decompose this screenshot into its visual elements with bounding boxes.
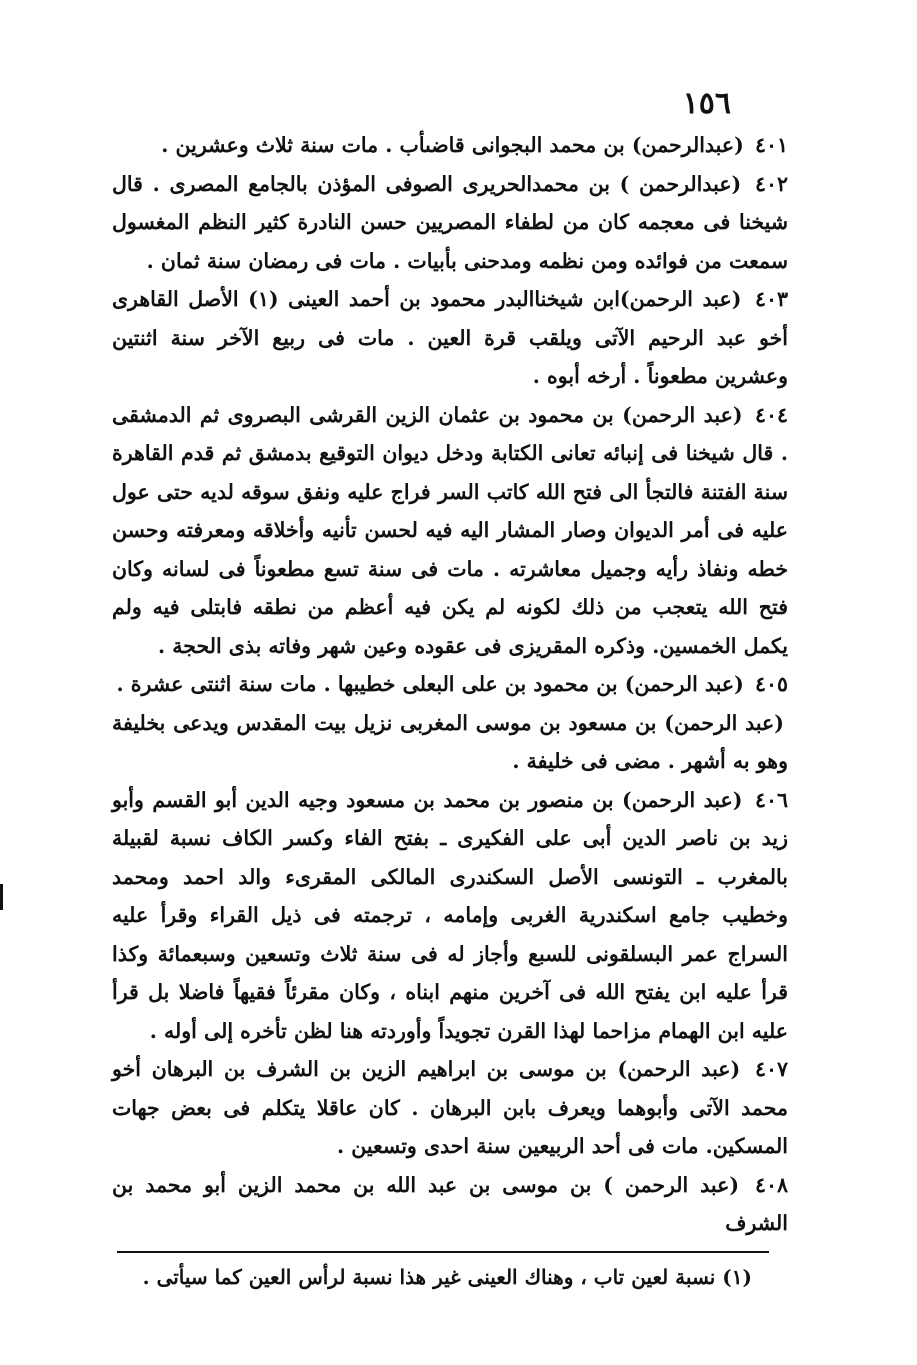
- entry-text: (عبد الرحمن) بن منصور بن محمد بن مسعود وجيه الدين أبو القسم وأبو زيد بن ناصر الدين أبى على الفكيرى ـ بفتح الفاء وكسر الكاف نسبة لقبيلة بالمغرب ـ التونسى الأصل السكندرى المالكى المقرىء والد احمد ومحمد وخطيب جامع اسكندرية الغربى وإمامه ، ترجمته فى ذيل القراء وقرأ عليه السراج عمر البسلقونى للسبع وأجاز له فى سنة ثلاث وتسعين وسبعمائة وكذا قرأ عليه ابن يفتح الله فى آخرين منهم ابناه ، وكان مقرئاً فقيهاً فاضلا بل قرأ عليه ابن الهمام مزاحما لهذا القرن تجويداً وأوردته هنا لظن تأخره إلى أوله .: [112, 787, 788, 1043]
- entry-number: ٤٠٥: [754, 672, 788, 696]
- entry-number: ٤٠٢: [754, 171, 788, 196]
- entry-number: ٤٠١: [754, 133, 788, 157]
- entry-number: ٤٠٧: [754, 1057, 788, 1081]
- entry-text: (عبد الرحمن) بن محمود بن عثمان الزين القرشى البصروى ثم الدمشقى . قال شيخنا فى إنبائه تعانى الكتابة ودخل ديوان التوقيع بدمشق ثم قدم القاهرة سنة الفتنة فالتجأ الى فتح الله كاتب السر فراج عليه ونفق سوقه لديه حتى عول عليه فى أمر الديوان وصار المشار اليه فيه لحسن تأنيه وأخلاقه ومعرفته وحسن خطه ونفاذ رأيه وجميل معاشرته . مات فى سنة تسع مطعوناً فى لسانه وكان فتح الله يتعجب من ذلك لكونه لم يكن فيه أعظم من نطقه فابتلى فيه ولم يكمل الخمسين. وذكره المقريزى فى عقوده وعين شهر وفاته بذى الحجة .: [112, 402, 788, 658]
- entry-number: ٤٠٨: [754, 1172, 789, 1197]
- entry-402: [112, 165, 788, 281]
- footnote-divider: [117, 1251, 769, 1253]
- entry-text: (عبدالرحمن ) بن محمدالحريرى الصوفى المؤذن بالجامع المصرى . قال شيخنا فى معجمه كان من لطفاء المصريين حسن النادرة كثير النظم المغسول سمعت من فوائده ومن نظمه ومدحنى بأبيات . مات فى رمضان سنة ثمان .: [112, 171, 788, 273]
- entry-text: (عبد الرحمن ) بن موسى بن عبد الله بن محمد الزين أبو محمد بن الشرف: [112, 1172, 788, 1235]
- entry-text: (عبد الرحمن) بن مسعود بن موسى المغربى نزيل بيت المقدس ويدعى بخليفة وهو به أشهر . مضى فى خليفة .: [112, 710, 788, 773]
- entry-408: [112, 1166, 788, 1243]
- entry-404: [112, 396, 788, 666]
- entry-407: [112, 1050, 788, 1166]
- entry-cross-reference: [112, 704, 788, 781]
- entry-text: (عبد الرحمن) بن موسى بن ابراهيم الزين بن الشرف بن البرهان أخو محمد الآتى وأبوهما ويعرف بابن البرهان . كان عاقلا يتكلم فى بعض جهات المسكين. مات فى أحد الربيعين سنة احدى وتسعين .: [112, 1057, 788, 1158]
- entry-number: ٤٠٤: [754, 402, 788, 427]
- scan-edge-mark: [0, 884, 3, 910]
- text-body: [112, 126, 788, 1243]
- entry-401: [112, 126, 788, 165]
- entry-405: [112, 665, 788, 704]
- entry-text: (عبد الرحمن) بن محمود بن على البعلى خطيبها . مات سنة اثنتى عشرة .: [116, 672, 744, 696]
- entry-403: [112, 280, 788, 396]
- footnote: (١) نسبة لعين تاب ، وهناك العينى غير هذا نسبة لرأس العين كما سيأتى .: [142, 1265, 752, 1289]
- page-number: ١٥٦: [682, 86, 731, 121]
- entry-number: ٤٠٣: [754, 287, 788, 311]
- entry-text: (عبد الرحمن)ابن شيخناالبدر محمود بن أحمد العينى (١) الأصل القاهرى أخو عبد الرحيم الآتى ويلقب قرة العين . مات فى ربيع الآخر سنة اثنتين وعشرين مطعوناً . أرخه أبوه .: [112, 287, 788, 388]
- entry-406: [112, 781, 788, 1051]
- entry-number: ٤٠٦: [754, 787, 788, 812]
- entry-text: (عبدالرحمن) بن محمد البجوانى قاضىأب . مات سنة ثلاث وعشرين .: [161, 133, 744, 157]
